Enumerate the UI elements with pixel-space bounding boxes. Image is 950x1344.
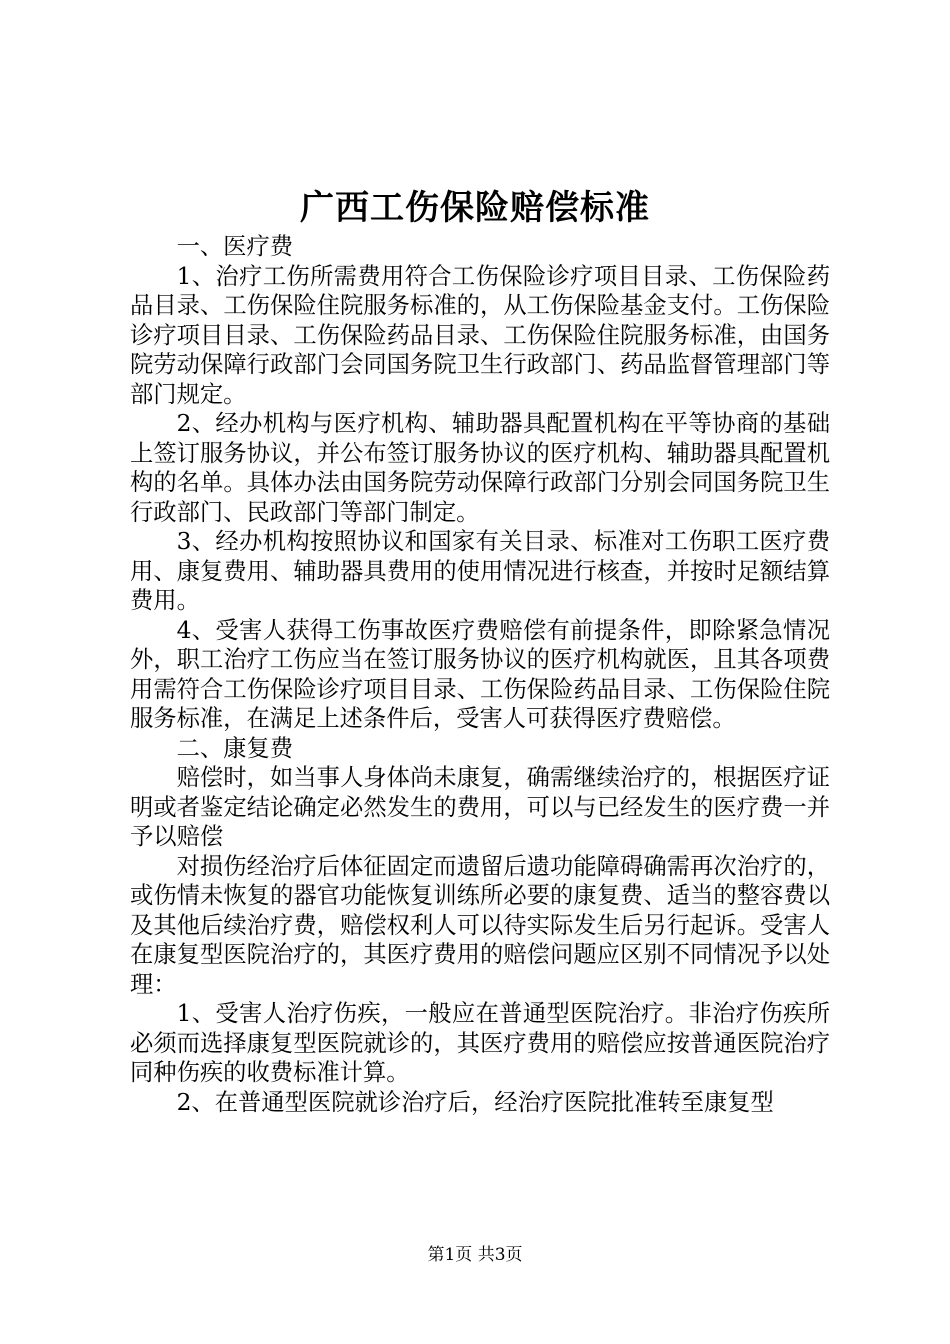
document-title: 广西工伤保险赔偿标准: [300, 188, 650, 228]
paragraph-medical-2: 2、经办机构与医疗机构、辅助器具配置机构在平等协商的基础上签订服务协议，并公布签订服务协议的医疗机构、辅助器具配置机构的名单。具体办法由国务院劳动保障行政部门分别会同国务院卫生行政部门、民政部门等部门制定。: [130, 410, 830, 526]
paragraph-medical-3: 3、经办机构按照协议和国家有关目录、标准对工伤职工医疗费用、康复费用、辅助器具费用的使用情况进行核查，并按时足额结算费用。: [130, 528, 830, 614]
paragraph-medical-4: 4、受害人获得工伤事故医疗费赔偿有前提条件，即除紧急情况外，职工治疗工伤应当在签订服务协议的医疗机构就医，且其各项费用需符合工伤保险诊疗项目目录、工伤保险药品目录、工伤保险住院服务标准，在满足上述条件后，受害人可获得医疗费赔偿。: [130, 616, 830, 732]
document-body: [130, 232, 830, 1117]
paragraph-medical-1: 1、治疗工伤所需费用符合工伤保险诊疗项目目录、工伤保险药品目录、工伤保险住院服务标准的，从工伤保险基金支付。工伤保险诊疗项目目录、工伤保险药品目录、工伤保险住院服务标准，由国务院劳动保障行政部门会同国务院卫生行政部门、药品监督管理部门等部门规定。: [130, 262, 830, 408]
paragraph-rehab-4: 2、在普通型医院就诊治疗后，经治疗医院批准转至康复型: [176, 1088, 774, 1116]
section-heading-rehab: 二、康复费: [176, 734, 294, 762]
paragraph-rehab-3: 1、受害人治疗伤疾，一般应在普通型医院治疗。非治疗伤疾所必须而选择康复型医院就诊的，其医疗费用的赔偿应按普通医院治疗同种伤疾的收费标准计算。: [130, 1000, 830, 1086]
section-heading-medical: 一、医疗费: [176, 233, 294, 260]
page-number-footer: 第1页 共3页: [427, 1245, 523, 1265]
paragraph-rehab-2: 对损伤经治疗后体征固定而遗留后遗功能障碍确需再次治疗的，或伤情未恢复的器官功能恢复训练所必要的康复费、适当的整容费以及其他后续治疗费，赔偿权利人可以待实际发生后另行起诉。受害人在康复型医院治疗的，其医疗费用的赔偿问题应区别不同情况予以处理：: [130, 852, 830, 998]
paragraph-rehab-1: 赔偿时，如当事人身体尚未康复，确需继续治疗的，根据医疗证明或者鉴定结论确定必然发生的费用，可以与已经发生的医疗费一并予以赔偿: [130, 764, 830, 850]
